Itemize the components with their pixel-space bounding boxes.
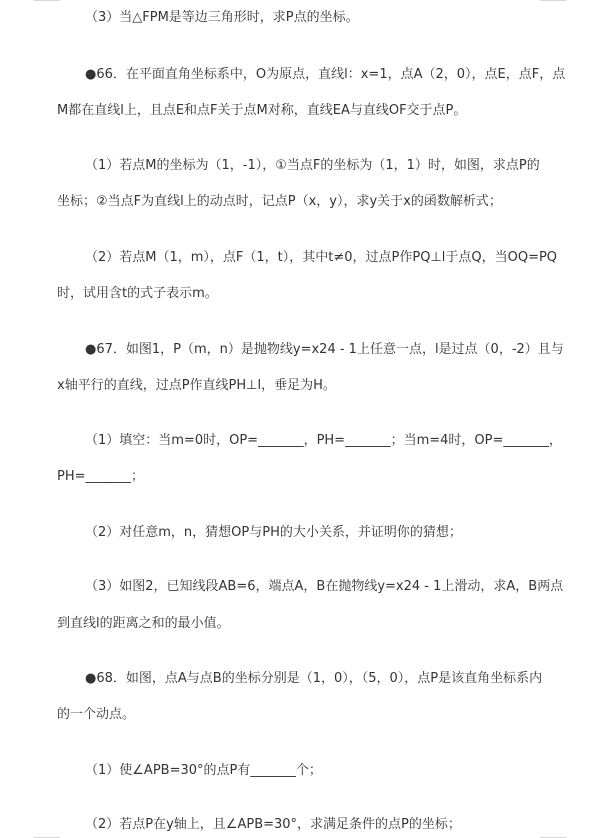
q66-part1-line2: 坐标；②当点F为直线l上的动点时，记点P（x，y），求y关于x的函数解析式；	[57, 194, 502, 209]
q66-stem-line2: M都在直线l上，且点E和点F关于点M对称，直线EA与直线OF交于点P。	[57, 103, 467, 118]
q66-part2-line1: （2）若点M（1，m），点F（1，t），其中t≠0，过点P作PQ⊥l于点Q，当OQ=PQ	[85, 250, 558, 265]
q67-part3-line1: （3）如图2，已知线段AB=6，端点A，B在抛物线y=x24 - 1上滑动，求A，B两点	[85, 579, 564, 594]
q68-part1: （1）使∠APB=30°的点P有_______个；	[85, 763, 322, 778]
q67-part2: （2）对任意m，n，猜想OP与PH的大小关系，并证明你的猜想；	[85, 525, 462, 540]
q68-part2: （2）若点P在y轴上，且∠APB=30°，求满足条件的点P的坐标；	[85, 817, 461, 832]
q68-stem-line2: 的一个动点。	[57, 707, 136, 722]
page-corner-mark-top-right	[540, 0, 566, 1]
q67-part1-line1: （1）填空：当m=0时，OP=_______，PH=_______；当m=4时，OP=_______，	[85, 433, 562, 448]
q67-stem-line2: x轴平行的直线，过点P作直线PH⊥l，垂足为H。	[57, 378, 336, 393]
q66-part2-line2: 时，试用含t的式子表示m。	[57, 286, 218, 301]
q67-stem-line1: ●67．如图1，P（m，n）是抛物线y=x24 - 1上任意一点，l是过点（0，-2）且与	[85, 342, 564, 357]
q67-part3-line2: 到直线l的距离之和的最小值。	[57, 616, 230, 631]
q67-part1-line2: PH=_______；	[57, 469, 145, 484]
page-corner-mark-top-left	[34, 0, 60, 1]
q66-part1-line1: （1）若点M的坐标为（1，-1），①当点F的坐标为（1，1）时，如图，求点P的	[85, 158, 540, 173]
q68-stem-line1: ●68．如图，点A与点B的坐标分别是（1，0），（5，0），点P是该直角坐标系内	[85, 671, 543, 686]
q66-stem-line1: ●66．在平面直角坐标系中，O为原点，直线l：x=1，点A（2，0），点E，点F，点	[85, 67, 566, 82]
q65-part3: （3）当△FPM是等边三角形时，求P点的坐标。	[85, 10, 359, 25]
